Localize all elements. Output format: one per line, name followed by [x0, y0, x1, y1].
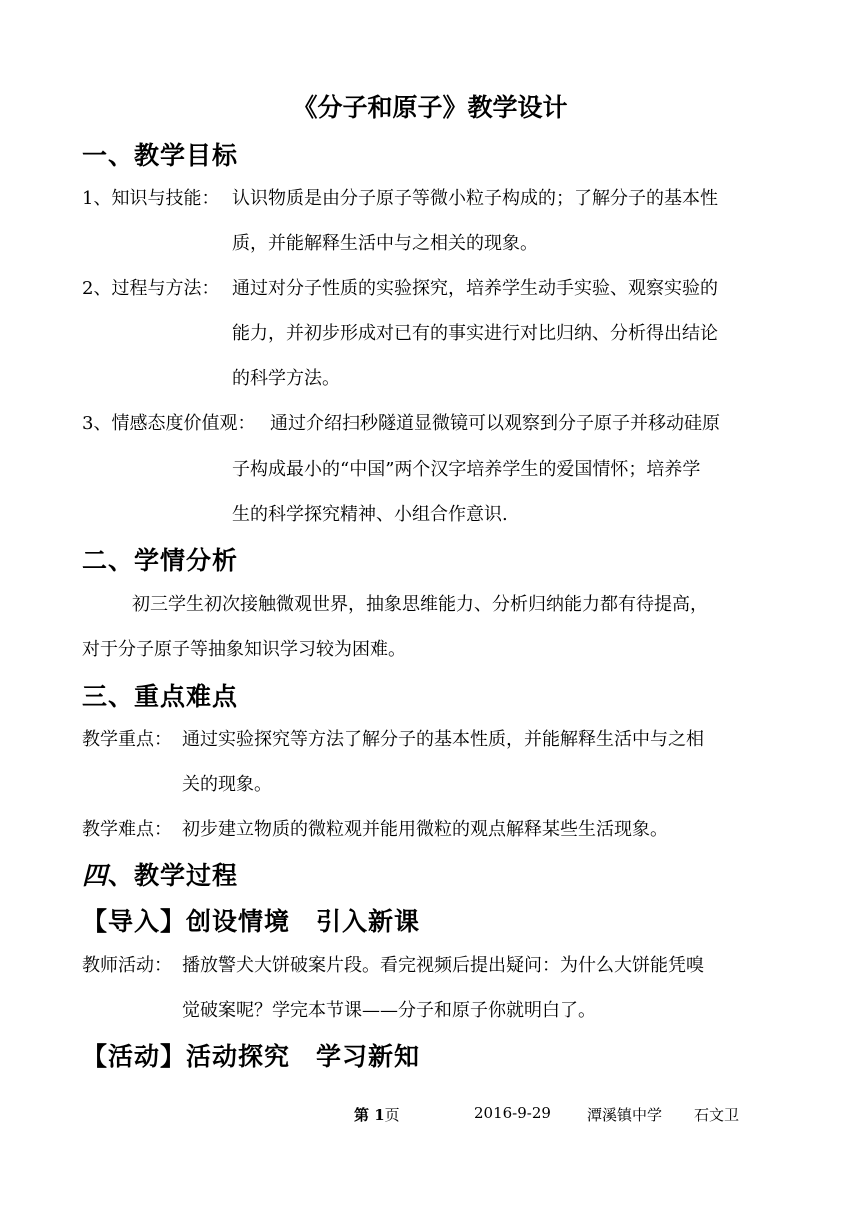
page-number-suffix: 页: [384, 1106, 400, 1124]
section1-heading: 一、教学目标: [82, 141, 239, 170]
section4-heading-number: 四: [82, 861, 109, 890]
goal1-line1: 认识物质是由分子原子等微小粒子构成的；了解分子的基本性: [232, 188, 718, 209]
goal3-label: 3、情感态度价值观：: [82, 413, 256, 434]
goal2-label: 2、过程与方法：: [82, 278, 220, 299]
teacher-activity-line1: 播放警犬大饼破案片段。看完视频后提出疑问：为什么大饼能凭嗅: [182, 955, 704, 976]
section3-heading: 三、重点难点: [82, 682, 239, 711]
page-number-bold: 第 1: [354, 1106, 385, 1124]
key-point-line2: 关的现象。: [182, 774, 272, 795]
teacher-activity-line2: 觉破案呢？学完本节课——分子和原子你就明白了。: [182, 1000, 596, 1021]
difficulty-label: 教学难点：: [82, 819, 172, 840]
key-point-line1: 通过实验探究等方法了解分子的基本性质，并能解释生活中与之相: [182, 729, 704, 750]
goal2-line2: 能力，并初步形成对已有的事实进行对比归纳、分析得出结论: [232, 323, 718, 344]
goal3-line1: 通过介绍扫秒隧道显微镜可以观察到分子原子并移动硅原: [270, 413, 720, 434]
teacher-activity-label: 教师活动：: [82, 955, 172, 976]
analysis-line1: 初三学生初次接触微观世界，抽象思维能力、分析归纳能力都有待提高，: [132, 594, 708, 615]
goal1-line2: 质，并能解释生活中与之相关的现象。: [232, 233, 538, 254]
goal2-line3: 的科学方法。: [232, 368, 340, 389]
goal3-line2: 子构成最小的“中国”两个汉字培养学生的爱国情怀；培养学: [232, 459, 701, 480]
section2-heading: 二、学情分析: [82, 546, 239, 575]
goal1-label: 1、知识与技能：: [82, 188, 220, 209]
section4-heading: [82, 856, 238, 892]
key-point-label: 教学重点：: [82, 729, 172, 750]
goal3-line3: 生的科学探究精神、小组合作意识.: [232, 504, 508, 525]
footer-date: 2016-9-29: [474, 1104, 551, 1122]
intro-heading: 【导入】创设情境 引入新课: [82, 907, 421, 936]
difficulty-line1: 初步建立物质的微粒观并能用微粒的观点解释某些生活现象。: [182, 819, 668, 840]
activity-heading: 【活动】活动探究 学习新知: [82, 1042, 421, 1071]
goal2-line1: 通过对分子性质的实验探究，培养学生动手实验、观察实验的: [232, 278, 718, 299]
footer-school: 潭溪镇中学: [587, 1106, 663, 1124]
page-number: [354, 1104, 400, 1125]
footer-author: 石文卫: [694, 1106, 740, 1124]
analysis-line2: 对于分子原子等抽象知识学习较为困难。: [82, 639, 406, 660]
page-title: 《分子和原子》教学设计: [292, 93, 568, 122]
section4-heading-text: 、教学过程: [108, 861, 239, 890]
